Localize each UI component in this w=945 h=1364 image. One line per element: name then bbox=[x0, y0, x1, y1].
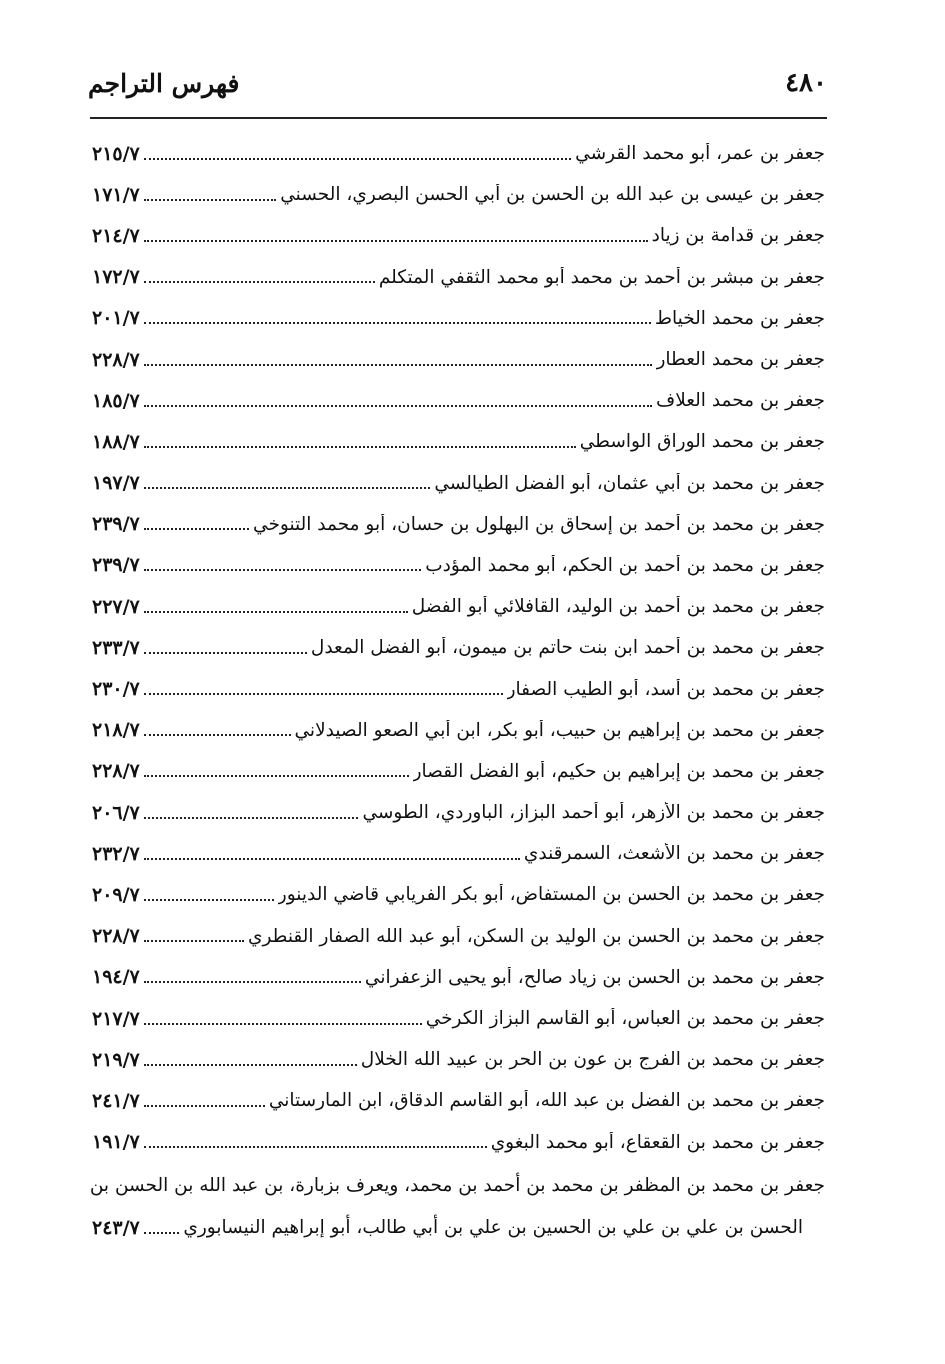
entry-reference: ٢٣٢/٧ bbox=[92, 842, 140, 865]
leader-dots bbox=[144, 734, 291, 736]
entry-reference: ٢٣٩/٧ bbox=[92, 554, 140, 577]
entry-reference: ١٩١/٧ bbox=[92, 1131, 140, 1154]
leader-dots bbox=[144, 364, 653, 366]
index-entry bbox=[92, 298, 825, 339]
index-entry bbox=[92, 916, 825, 957]
entry-name: جعفر بن محمد بن الفرج بن عون بن الحر بن عبيد الله الخلال bbox=[360, 1049, 825, 1071]
leader-dots bbox=[144, 487, 431, 489]
entry-name: جعفر بن محمد بن الأشعث، السمرقندي bbox=[523, 843, 825, 865]
entry-reference: ٢١٥/٧ bbox=[92, 142, 140, 165]
leader-dots bbox=[144, 693, 503, 695]
leader-dots bbox=[144, 981, 361, 983]
entry-reference: ٢٣٠/٧ bbox=[92, 678, 140, 701]
leader-dots bbox=[144, 940, 244, 942]
index-entry bbox=[92, 380, 825, 421]
leader-dots bbox=[144, 611, 408, 613]
leader-dots bbox=[144, 446, 576, 448]
index-entry bbox=[92, 668, 825, 709]
leader-dots bbox=[144, 199, 277, 201]
index-entry bbox=[92, 627, 825, 668]
leader-dots bbox=[144, 1146, 487, 1148]
page-title: فهرس التراجم bbox=[88, 68, 240, 98]
leader-dots bbox=[144, 240, 648, 242]
index-entry bbox=[92, 257, 825, 298]
entry-reference: ٢٤١/٧ bbox=[92, 1089, 140, 1112]
entry-reference: ١٧١/٧ bbox=[92, 183, 140, 206]
entry-reference: ٢٢٨/٧ bbox=[92, 925, 140, 948]
entry-reference: ١٩٧/٧ bbox=[92, 472, 140, 495]
entry-name: جعفر بن محمد بن الفضل بن عبد الله، أبو القاسم الدقاق، ابن المارستاني bbox=[268, 1090, 825, 1112]
entry-reference: ٢٤٣/٧ bbox=[92, 1216, 140, 1239]
entry-reference: ١٩٤/٧ bbox=[92, 966, 140, 989]
entry-name: جعفر بن محمد العلاف bbox=[656, 390, 825, 412]
entry-name: جعفر بن محمد الوراق الواسطي bbox=[579, 431, 825, 453]
entry-reference: ٢٣٣/٧ bbox=[92, 636, 140, 659]
index-entry bbox=[92, 957, 825, 998]
entry-name: جعفر بن محمد بن القعقاع، أبو محمد البغوي bbox=[490, 1131, 825, 1153]
entry-reference: ٢٢٨/٧ bbox=[92, 348, 140, 371]
index-entries bbox=[89, 133, 825, 1249]
entry-name-line1: جعفر بن محمد بن المظفر بن محمد بن أحمد بن محمد، ويعرف بزبارة، بن عبد الله بن الحسن بن bbox=[89, 1174, 825, 1196]
entry-name: جعفر بن محمد بن العباس، أبو القاسم البزاز الكرخي bbox=[425, 1008, 825, 1030]
entry-name: جعفر بن محمد بن أحمد ابن بنت حاتم بن ميمون، أبو الفضل المعدل bbox=[310, 637, 825, 659]
index-entry bbox=[92, 998, 825, 1039]
entry-name: جعفر بن محمد بن الحسن بن زياد صالح، أبو يحيى الزعفراني bbox=[364, 966, 825, 988]
leader-dots bbox=[144, 858, 520, 860]
leader-dots bbox=[144, 405, 652, 407]
entry-reference: ٢٠٩/٧ bbox=[92, 883, 140, 906]
entry-continuation bbox=[92, 1207, 825, 1249]
entry-name: جعفر بن محمد بن أسد، أبو الطيب الصفار bbox=[506, 678, 825, 700]
leader-dots bbox=[144, 1064, 357, 1066]
entry-reference: ١٨٨/٧ bbox=[92, 430, 140, 453]
entry-name: جعفر بن محمد بن إبراهيم بن حكيم، أبو الفضل القصار bbox=[412, 760, 825, 782]
page-header bbox=[88, 54, 827, 112]
entry-name: جعفر بن محمد الخياط bbox=[654, 307, 825, 329]
index-entry bbox=[92, 833, 825, 874]
index-entry bbox=[92, 174, 825, 215]
leader-dots bbox=[144, 899, 274, 901]
index-entry bbox=[92, 215, 825, 256]
entry-reference: ٢٣٩/٧ bbox=[92, 513, 140, 536]
entry-reference: ٢١٨/٧ bbox=[92, 719, 140, 742]
entry-name: جعفر بن محمد بن أحمد بن الوليد، القافلائي أبو الفضل bbox=[411, 596, 825, 618]
index-entry bbox=[92, 339, 825, 380]
leader-dots bbox=[144, 528, 249, 530]
index-entry bbox=[92, 463, 825, 504]
entry-name: جعفر بن مبشر بن أحمد بن محمد أبو محمد الثقفي المتكلم bbox=[378, 266, 825, 288]
entry-reference: ٢١٩/٧ bbox=[92, 1048, 140, 1071]
index-entry-multiline bbox=[89, 1165, 825, 1249]
index-entry bbox=[92, 1122, 825, 1163]
leader-dots bbox=[144, 775, 409, 777]
entry-name: جعفر بن عمر، أبو محمد القرشي bbox=[575, 143, 825, 165]
index-entry bbox=[92, 874, 825, 915]
page-number: ٤٨٠ bbox=[785, 68, 827, 98]
index-entry bbox=[92, 504, 825, 545]
header-rule bbox=[90, 117, 827, 119]
index-entry bbox=[92, 421, 825, 462]
entry-name: جعفر بن محمد بن الحسن بن المستفاض، أبو بكر الفريابي قاضي الدينور bbox=[277, 884, 825, 906]
entry-reference: ٢٢٨/٧ bbox=[92, 760, 140, 783]
entry-reference: ١٧٢/٧ bbox=[92, 266, 140, 289]
entry-reference: ٢١٤/٧ bbox=[92, 224, 140, 247]
leader-dots bbox=[144, 158, 571, 160]
leader-dots bbox=[144, 322, 651, 324]
entry-name: جعفر بن محمد بن أحمد بن إسحاق بن البهلول بن حسان، أبو محمد التنوخي bbox=[253, 513, 825, 535]
leader-dots bbox=[144, 1105, 265, 1107]
leader-dots bbox=[144, 1232, 180, 1234]
index-entry bbox=[92, 133, 825, 174]
index-entry bbox=[92, 1080, 825, 1121]
index-entry bbox=[92, 586, 825, 627]
index-entry bbox=[92, 751, 825, 792]
entry-name: جعفر بن محمد بن الحسن بن الوليد بن السكن، أبو عبد الله الصفار القنطري bbox=[247, 925, 825, 947]
entry-name: جعفر بن عيسى بن عبد الله بن الحسن بن أبي الحسن البصري، الحسني bbox=[280, 184, 825, 206]
leader-dots bbox=[144, 569, 421, 571]
index-entry bbox=[92, 545, 825, 586]
entry-reference: ٢٠١/٧ bbox=[92, 307, 140, 330]
index-entry bbox=[92, 792, 825, 833]
entry-name: جعفر بن محمد العطار bbox=[656, 349, 825, 371]
entry-reference: ٢٢٧/٧ bbox=[92, 595, 140, 618]
entry-name: جعفر بن محمد بن أحمد بن الحكم، أبو محمد المؤدب bbox=[425, 554, 825, 576]
entry-reference: ٢٠٦/٧ bbox=[92, 801, 140, 824]
index-entry bbox=[92, 1039, 825, 1080]
leader-dots bbox=[144, 281, 375, 283]
leader-dots bbox=[144, 652, 307, 654]
index-entry bbox=[92, 710, 825, 751]
entry-name-line2: الحسن بن علي بن علي بن الحسين بن علي بن أبي طالب، أبو إبراهيم النيسابوري bbox=[183, 1217, 803, 1239]
entry-name: جعفر بن محمد بن إبراهيم بن حبيب، أبو بكر، ابن أبي الصعو الصيدلاني bbox=[294, 719, 825, 741]
entry-name: جعفر بن قدامة بن زياد bbox=[651, 225, 825, 247]
leader-dots bbox=[144, 817, 359, 819]
leader-dots bbox=[144, 1023, 422, 1025]
entry-reference: ٢١٧/٧ bbox=[92, 1007, 140, 1030]
entry-reference: ١٨٥/٧ bbox=[92, 389, 140, 412]
entry-name: جعفر بن محمد بن الأزهر، أبو أحمد البزاز، الباوردي، الطوسي bbox=[362, 802, 825, 824]
entry-name: جعفر بن محمد بن أبي عثمان، أبو الفضل الطيالسي bbox=[434, 472, 825, 494]
